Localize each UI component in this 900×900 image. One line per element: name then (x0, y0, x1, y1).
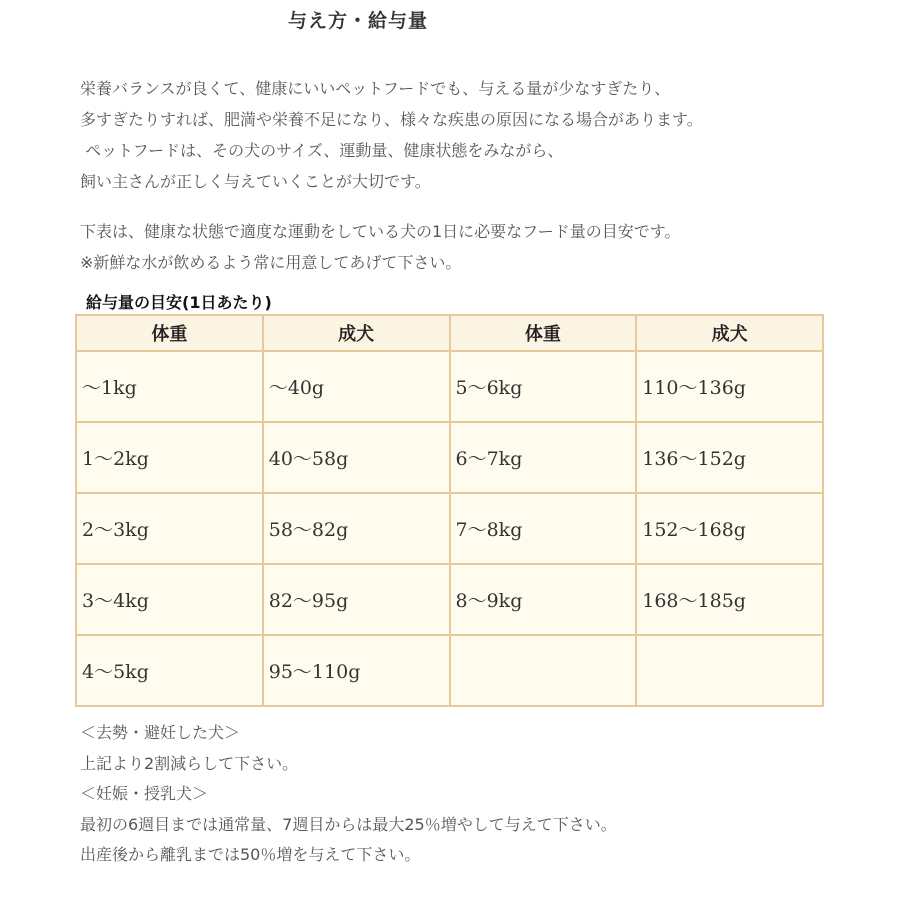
note-line: ※新鮮な水が飲めるよう常に用意してあげて下さい。 (80, 253, 462, 272)
table-cell: 110～136g (636, 351, 823, 422)
table-row (76, 564, 823, 635)
table-row (76, 493, 823, 564)
table-cell: 8～9kg (450, 564, 637, 635)
table-row (76, 351, 823, 422)
table-cell: 5～6kg (450, 351, 637, 422)
table-row (76, 635, 823, 706)
table-cell: 4～5kg (76, 635, 263, 706)
header-weight: 体重 (76, 315, 263, 351)
table-cell: 3～4kg (76, 564, 263, 635)
table-cell: 136～152g (636, 422, 823, 493)
table-cell (636, 635, 823, 706)
table-cell (450, 635, 637, 706)
special-notes (80, 718, 860, 871)
table-cell: 7～8kg (450, 493, 637, 564)
intro-text (80, 73, 860, 197)
notes-line: ＜妊娠・授乳犬＞ (80, 784, 209, 803)
table-caption: 給与量の目安(1日あたり) (86, 293, 272, 312)
table-cell: ～1kg (76, 351, 263, 422)
table-cell: 1～2kg (76, 422, 263, 493)
header-weight: 体重 (450, 315, 637, 351)
header-adult-dog: 成犬 (636, 315, 823, 351)
table-note (80, 216, 860, 278)
table-cell: ～40g (263, 351, 450, 422)
table-cell: 40～58g (263, 422, 450, 493)
notes-line: ＜去勢・避妊した犬＞ (80, 723, 241, 742)
intro-line: 多すぎたりすれば、肥満や栄養不足になり、様々な疾患の原因になる場合があります。 (80, 110, 703, 129)
table-cell: 168～185g (636, 564, 823, 635)
table-cell: 6～7kg (450, 422, 637, 493)
intro-line: 飼い主さんが正しく与えていくことが大切です。 (80, 172, 431, 191)
table-cell: 2～3kg (76, 493, 263, 564)
table-cell: 58～82g (263, 493, 450, 564)
page-title: 与え方・給与量 (287, 10, 428, 32)
header-adult-dog: 成犬 (263, 315, 450, 351)
notes-line: 上記より2割減らして下さい。 (80, 753, 299, 773)
table-cell: 82～95g (263, 564, 450, 635)
intro-line: 栄養バランスが良くて、健康にいいペットフードでも、与える量が少なすぎたり、 (80, 79, 671, 98)
note-line: 下表は、健康な状態で適度な運動をしている犬の1日に必要なフード量の目安です。 (80, 222, 681, 241)
notes-line: 最初の6週目までは通常量、7週目からは最大25％増やして与えて下さい。 (80, 814, 617, 834)
table-cell: 95～110g (263, 635, 450, 706)
table-row (76, 422, 823, 493)
intro-line: ペットフードは、その犬のサイズ、運動量、健康状態をみながら、 (80, 141, 564, 160)
feeding-table (75, 314, 824, 707)
table-header-row (76, 315, 823, 351)
notes-line: 出産後から離乳までは50％増を与えて下さい。 (80, 845, 421, 864)
table-cell: 152～168g (636, 493, 823, 564)
